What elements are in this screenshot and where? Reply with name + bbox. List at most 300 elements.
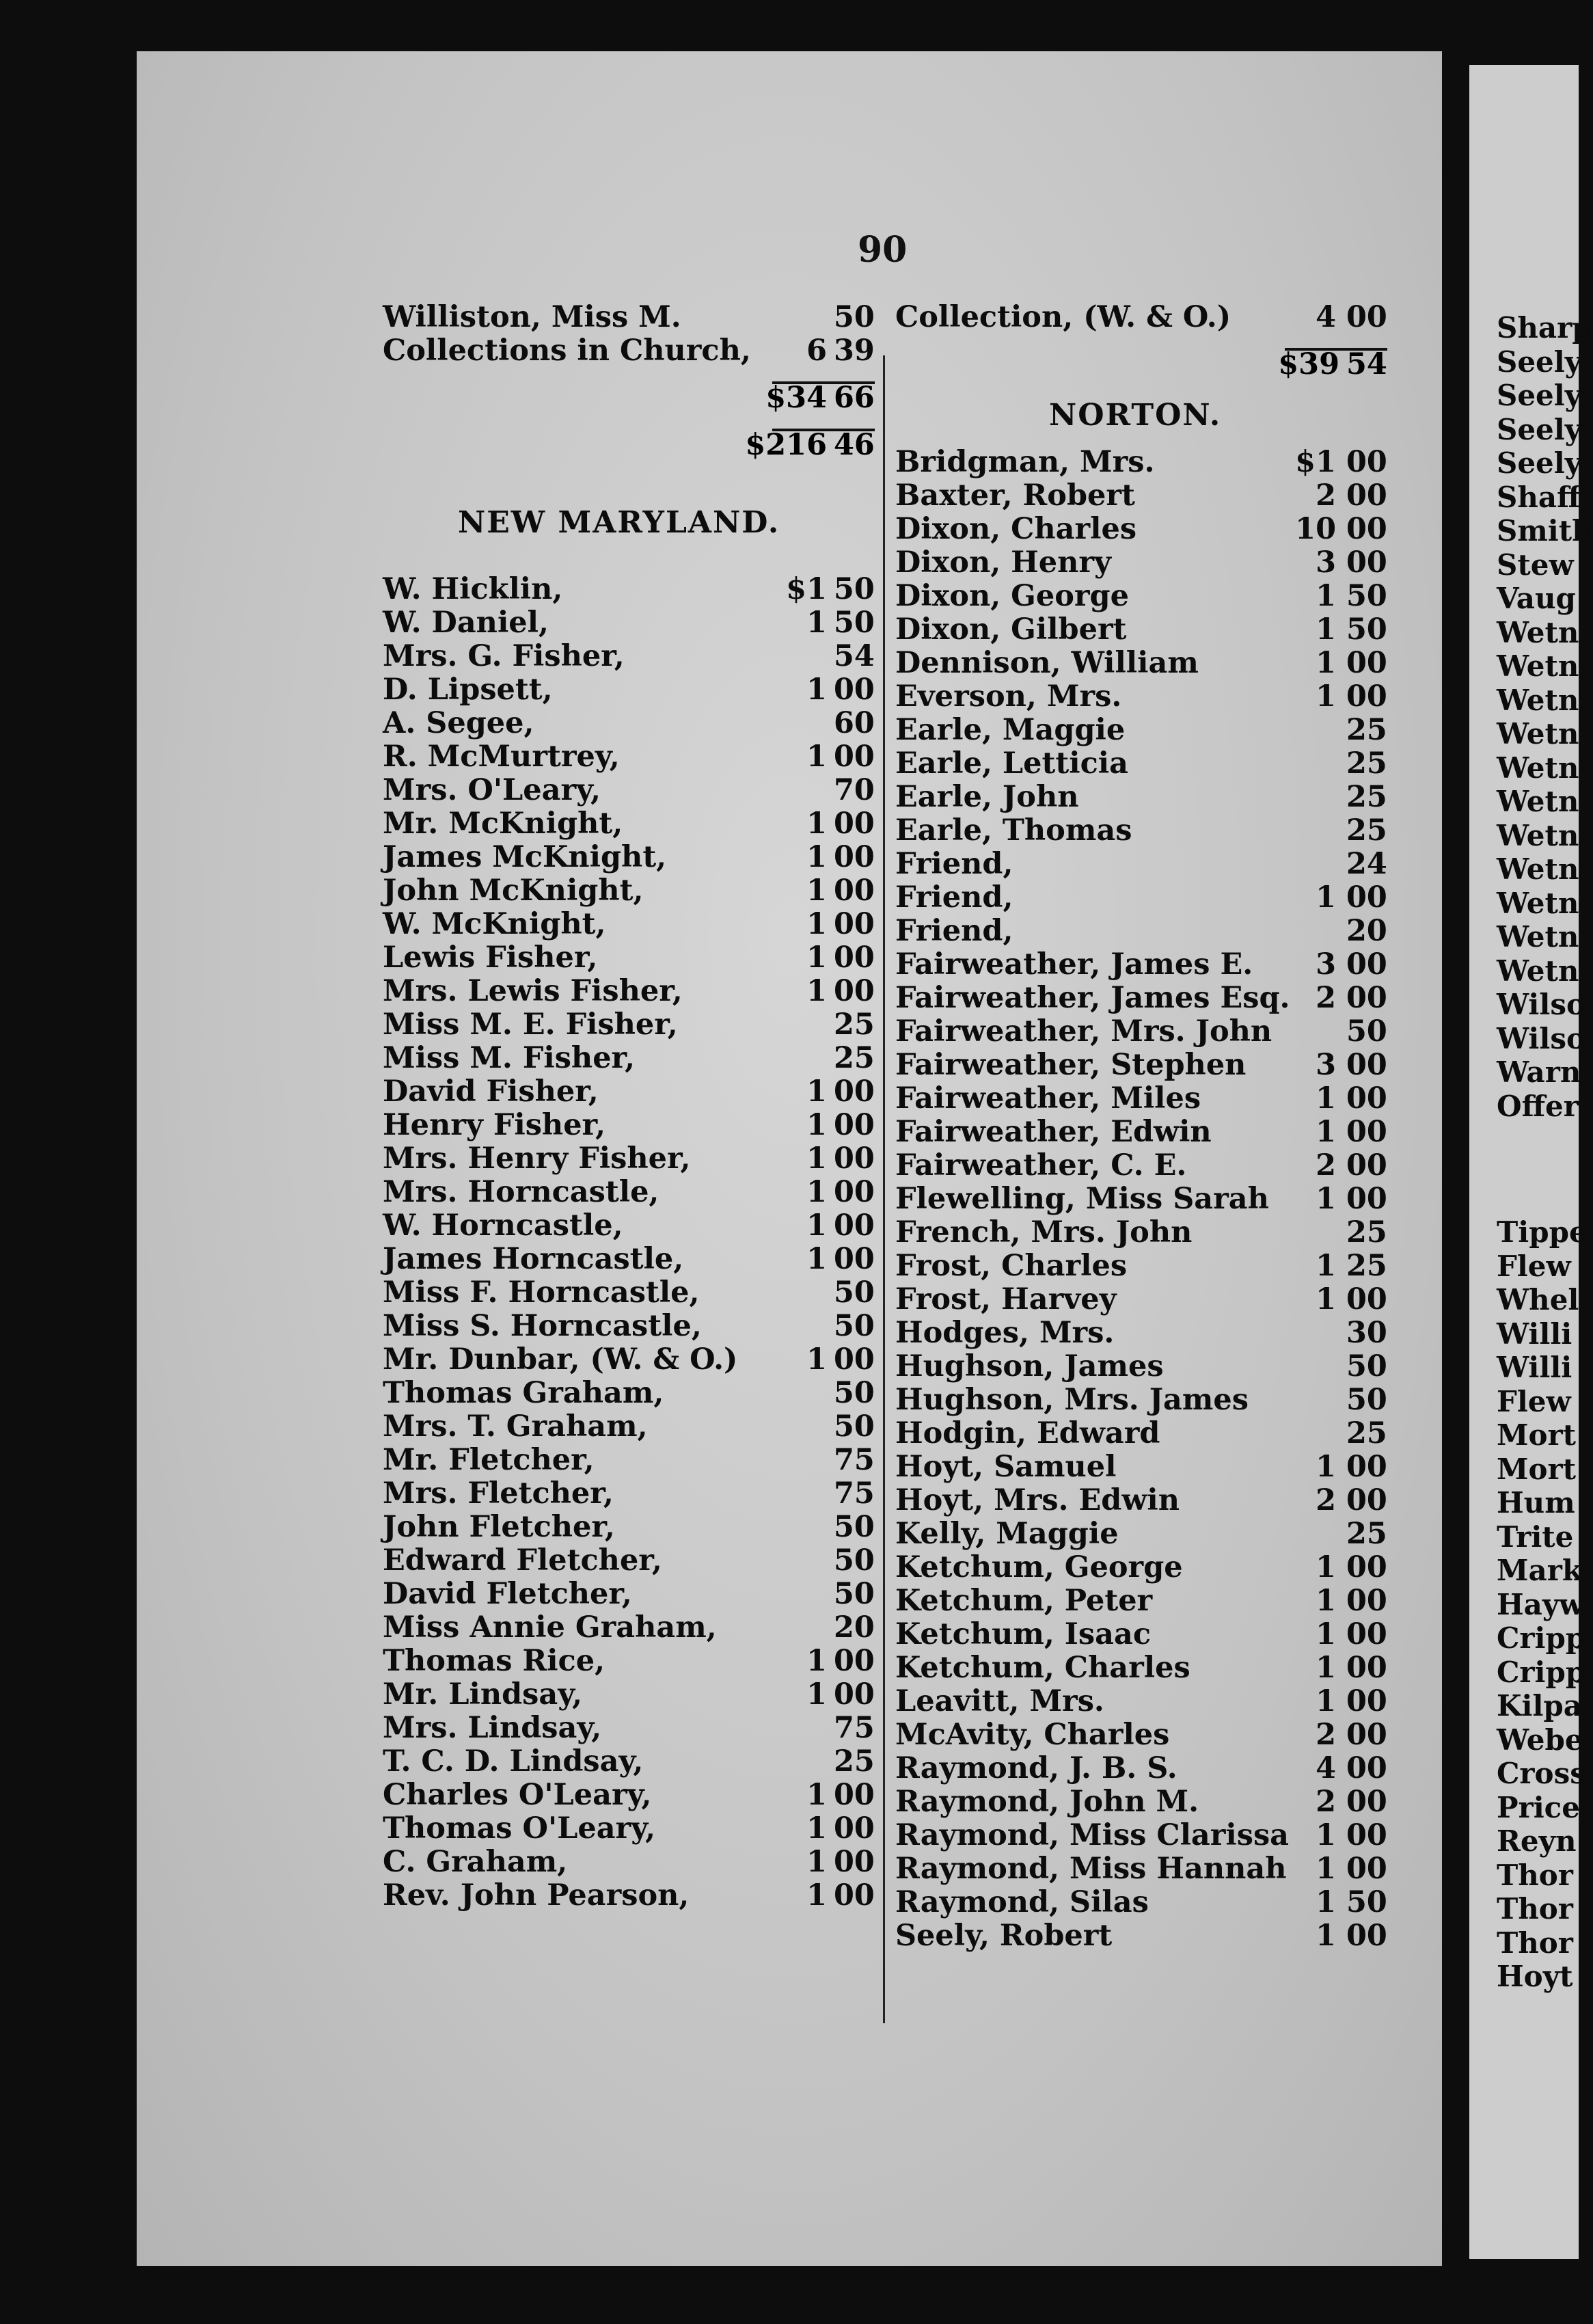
entry-dollars: 1 xyxy=(1316,579,1336,613)
strip-item: Wetn xyxy=(1497,920,1579,954)
entry-name: David Fisher, xyxy=(383,1075,599,1109)
strip-item: Willi xyxy=(1497,1351,1572,1384)
entry-cents: 30 xyxy=(1346,1316,1387,1350)
list-item xyxy=(383,1511,875,1544)
list-item xyxy=(895,781,1387,814)
strip-item: Wetn xyxy=(1497,717,1579,751)
list-item xyxy=(895,1216,1387,1249)
entry-dollars: 2 xyxy=(1316,1718,1336,1752)
entry-name: Earle, Thomas xyxy=(895,813,1132,848)
column-divider xyxy=(883,355,885,2023)
list-item xyxy=(895,1082,1387,1116)
list-item xyxy=(383,1544,875,1578)
list-item xyxy=(383,1444,875,1477)
entry-name: C. Graham, xyxy=(383,1845,568,1879)
entry-dollars: 1 xyxy=(806,1141,827,1176)
entry-dollars: 1 xyxy=(1316,1684,1336,1718)
entry-name: Fairweather, Mrs. John xyxy=(895,1014,1272,1049)
list-item xyxy=(383,1243,875,1276)
strip-item: Wetn xyxy=(1497,852,1579,886)
entry-dollars: 3 xyxy=(1316,545,1336,580)
list-item xyxy=(383,1578,875,1611)
list-item xyxy=(895,1316,1387,1350)
list-item xyxy=(383,1611,875,1645)
strip-item: Seely xyxy=(1497,446,1582,480)
list-item xyxy=(383,1276,875,1310)
page-number: 90 xyxy=(858,229,908,271)
list-item xyxy=(383,1008,875,1042)
entry-cents: 00 xyxy=(834,840,875,874)
strip-item: Reyn xyxy=(1497,1824,1577,1858)
entry-cents: 00 xyxy=(834,1141,875,1176)
entry-dollars: 1 xyxy=(806,1845,827,1879)
entry-cents: 00 xyxy=(834,807,875,841)
entry-cents: 00 xyxy=(1346,1818,1387,1852)
entry-dollars: 1 xyxy=(1316,1818,1336,1852)
entry-name: Bridgman, Mrs. xyxy=(895,445,1155,479)
entry-dollars: 1 xyxy=(806,1811,827,1846)
strip-item: Hum xyxy=(1497,1486,1575,1519)
entry-name: Fairweather, Miles xyxy=(895,1081,1201,1116)
entry-name: Fairweather, James E. xyxy=(895,947,1253,982)
strip-item: Whel xyxy=(1497,1283,1579,1316)
entry-cents: 20 xyxy=(834,1610,875,1645)
entry-cents: 00 xyxy=(1346,1617,1387,1651)
entry-name: McAvity, Charles xyxy=(895,1718,1170,1752)
entry-dollars: 1 xyxy=(1316,1617,1336,1651)
entry-dollars: 1 xyxy=(1316,1115,1336,1149)
entry-name: W. McKnight, xyxy=(383,907,606,941)
list-item xyxy=(895,1183,1387,1216)
entry-cents: 50 xyxy=(1346,1885,1387,1919)
entry-cents: 25 xyxy=(1346,1249,1387,1283)
list-item xyxy=(383,1745,875,1779)
strip-item: Trite xyxy=(1497,1519,1574,1554)
entry-name: Ketchum, Isaac xyxy=(895,1617,1152,1651)
list-item xyxy=(383,1812,875,1846)
entry-name: Mr. Lindsay, xyxy=(383,1677,583,1712)
entry-dollars: 1 xyxy=(1316,1450,1336,1484)
list-item xyxy=(895,948,1387,982)
entry-cents: 00 xyxy=(1346,1182,1387,1216)
list-item xyxy=(383,1377,875,1410)
strip-item: Vaug xyxy=(1497,582,1576,615)
list-item xyxy=(383,1410,875,1444)
entry-name: Ketchum, Charles xyxy=(895,1651,1190,1685)
entry-dollars: 1 xyxy=(1316,612,1336,647)
entry-dollars: 1 xyxy=(806,1208,827,1243)
entry-dollars: $1 xyxy=(786,572,827,606)
entry-cents: 00 xyxy=(1346,1852,1387,1886)
entry-cents: 50 xyxy=(834,1543,875,1578)
list-item xyxy=(895,1350,1387,1383)
strip-item: Wilso xyxy=(1497,1021,1585,1055)
entry-name: Fairweather, Stephen xyxy=(895,1048,1247,1082)
strip-item: Warn xyxy=(1497,1055,1581,1089)
list-item xyxy=(383,1176,875,1209)
list-item xyxy=(383,1209,875,1243)
list-item xyxy=(895,680,1387,714)
entry-cents: 00 xyxy=(1346,512,1387,546)
list-item: Collections in Church, 6 39 xyxy=(383,334,875,368)
entry-cents: 24 xyxy=(1346,847,1387,881)
list-item xyxy=(895,1417,1387,1450)
subtotal: $216 46 xyxy=(745,428,875,462)
entry-cents: 00 xyxy=(1346,1081,1387,1116)
entry-dollars: $1 xyxy=(1295,445,1336,479)
list-item xyxy=(383,1477,875,1511)
list-item xyxy=(383,1678,875,1712)
strip-item: Wetn xyxy=(1497,886,1579,920)
entry-name: Everson, Mrs. xyxy=(895,679,1122,714)
entry-dollars: 1 xyxy=(1316,1081,1336,1116)
entry-cents: 25 xyxy=(834,1744,875,1779)
entry-name: Hughson, James xyxy=(895,1349,1164,1383)
list-item xyxy=(383,1310,875,1343)
entry-name: Fairweather, C. E. xyxy=(895,1148,1187,1183)
entry-name: Friend, xyxy=(895,914,1013,948)
entry-cents: 50 xyxy=(834,1376,875,1410)
entry-name: Dennison, William xyxy=(895,646,1199,680)
list-item xyxy=(895,546,1387,580)
entry-name: Raymond, Miss Clarissa xyxy=(895,1818,1290,1852)
entry-dollars: 2 xyxy=(1316,981,1336,1015)
list-item xyxy=(895,1718,1387,1752)
entry-dollars: 1 xyxy=(1316,1182,1336,1216)
list-item xyxy=(383,1779,875,1812)
strip-item: Cripp xyxy=(1497,1655,1586,1689)
entry-cents: 00 xyxy=(834,1878,875,1913)
entry-name: James Horncastle, xyxy=(383,1242,684,1276)
entry-name: Earle, Letticia xyxy=(895,746,1128,781)
entry-cents: 00 xyxy=(1346,1550,1387,1584)
entry-name: Mrs. G. Fisher, xyxy=(383,639,625,673)
entry-name: Hughson, Mrs. James xyxy=(895,1383,1249,1417)
list-item xyxy=(383,975,875,1008)
entry-name: Dixon, Charles xyxy=(895,512,1137,546)
list-item xyxy=(895,1015,1387,1049)
entry-cents: 00 xyxy=(834,1845,875,1879)
middle-entries xyxy=(895,446,1387,1953)
entry-cents: 00 xyxy=(1346,1751,1387,1785)
entry-name: Miss S. Horncastle, xyxy=(383,1309,702,1343)
entry-cents: 50 xyxy=(1346,579,1387,613)
strip-group-1 xyxy=(1497,311,1592,1123)
list-item xyxy=(383,1879,875,1913)
entry-cents: 00 xyxy=(1346,1651,1387,1685)
entry-cents: 00 xyxy=(1346,981,1387,1015)
entry-name: Thomas Graham, xyxy=(383,1376,664,1410)
entry-dollars: 3 xyxy=(1316,947,1336,982)
list-item xyxy=(895,1283,1387,1316)
entry-dollars: 3 xyxy=(1316,1048,1336,1082)
entry-name: Miss F. Horncastle, xyxy=(383,1275,700,1310)
entry-cents: 00 xyxy=(834,1208,875,1243)
list-item xyxy=(383,1042,875,1075)
entry-name: Hoyt, Samuel xyxy=(895,1450,1117,1484)
section-heading: NEW MARYLAND. xyxy=(458,505,780,540)
entry-cents: 50 xyxy=(1346,1383,1387,1417)
list-item xyxy=(895,1785,1387,1819)
entry-name: Thomas O'Leary, xyxy=(383,1811,656,1846)
entry-name: Miss M. E. Fisher, xyxy=(383,1008,678,1042)
entry-name: Seely, Robert xyxy=(895,1919,1113,1953)
list-item xyxy=(383,1343,875,1377)
entry-cents: 00 xyxy=(1346,1483,1387,1517)
entry-cents: 25 xyxy=(1346,780,1387,814)
list-item xyxy=(895,647,1387,680)
strip-item: Seely xyxy=(1497,412,1582,446)
strip-item: Webe xyxy=(1497,1722,1583,1757)
list-item xyxy=(383,707,875,740)
list-item xyxy=(383,874,875,908)
section-heading: NORTON. xyxy=(1049,398,1222,433)
entry-dollars: 1 xyxy=(1316,1584,1336,1618)
strip-item: Wetn xyxy=(1497,751,1579,785)
entry-cents: 00 xyxy=(834,907,875,941)
list-item xyxy=(383,1712,875,1745)
entry-cents: 00 xyxy=(1346,947,1387,982)
strip-item: Thor xyxy=(1497,1892,1573,1926)
list-item xyxy=(895,1618,1387,1651)
entry-dollars: 1 xyxy=(806,1677,827,1712)
entry-cents: 00 xyxy=(834,740,875,774)
entry-cents: 50 xyxy=(834,1275,875,1310)
entry-dollars: 1 xyxy=(1316,1852,1336,1886)
list-item: Williston, Miss M. 50 xyxy=(383,300,875,334)
subtotal: $39 54 xyxy=(1278,347,1387,381)
entry-dollars: 2 xyxy=(1316,1483,1336,1517)
entry-cents: 50 xyxy=(1346,1349,1387,1383)
list-item xyxy=(383,1846,875,1879)
list-item xyxy=(895,1685,1387,1718)
strip-item: Flew xyxy=(1497,1249,1571,1283)
list-item xyxy=(383,640,875,673)
entry-name: Miss M. Fisher, xyxy=(383,1041,636,1075)
entry-cents: 00 xyxy=(1346,1282,1387,1316)
list-item xyxy=(895,1852,1387,1886)
entry-cents: 50 xyxy=(834,606,875,640)
strip-item: Cripp xyxy=(1497,1621,1586,1655)
list-item xyxy=(383,807,875,841)
entry-name: Raymond, Miss Hannah xyxy=(895,1852,1287,1886)
entry-dollars: 1 xyxy=(806,1778,827,1812)
strip-item: Smith xyxy=(1497,514,1593,548)
strip-item: Shaff xyxy=(1497,480,1581,514)
entry-name: Fairweather, James Esq. xyxy=(895,981,1290,1015)
entry-name: David Fletcher, xyxy=(383,1577,632,1611)
entry-cents: 00 xyxy=(1346,1919,1387,1953)
list-item xyxy=(895,446,1387,479)
entry-dollars: 1 xyxy=(806,1342,827,1377)
entry-name: Mrs. Henry Fisher, xyxy=(383,1141,691,1176)
entry-cents: 70 xyxy=(834,773,875,807)
entry-cents: 50 xyxy=(834,1577,875,1611)
entry-cents: 20 xyxy=(1346,914,1387,948)
entry-dollars: 1 xyxy=(806,606,827,640)
right-strip xyxy=(1497,311,1592,1994)
entry-dollars: 2 xyxy=(1316,1785,1336,1819)
entry-cents: 75 xyxy=(834,1476,875,1511)
entry-name: Friend, xyxy=(895,880,1013,915)
entry-dollars: 1 xyxy=(806,941,827,975)
entry-dollars: 1 xyxy=(1316,679,1336,714)
strip-item: Tippe xyxy=(1497,1215,1588,1249)
entry-dollars: 1 xyxy=(806,1878,827,1913)
list-item xyxy=(383,1142,875,1176)
entry-cents: 00 xyxy=(834,1075,875,1109)
strip-group-2 xyxy=(1497,1215,1592,1994)
entry-name: W. Hicklin, xyxy=(383,572,563,606)
entry-name: Mrs. Lewis Fisher, xyxy=(383,974,683,1008)
entry-cents: 75 xyxy=(834,1711,875,1745)
entry-dollars: 10 xyxy=(1295,512,1336,546)
list-item xyxy=(895,613,1387,647)
entry-name: Mrs. Lindsay, xyxy=(383,1711,602,1745)
entry-name: Mrs. Horncastle, xyxy=(383,1175,659,1209)
strip-item: Offer xyxy=(1497,1089,1579,1123)
list-item xyxy=(895,714,1387,747)
entry-cents: 00 xyxy=(834,1677,875,1712)
entry-cents: 50 xyxy=(834,1510,875,1544)
entry-name: Dixon, Henry xyxy=(895,545,1112,580)
entry-cents: 00 xyxy=(1346,1048,1387,1082)
list-item: Collection, (W. & O.) 4 00 xyxy=(895,300,1387,334)
strip-item: Hayw xyxy=(1497,1587,1584,1621)
entry-dollars: 1 xyxy=(806,673,827,707)
list-item xyxy=(895,1919,1387,1953)
strip-item: Thor xyxy=(1497,1926,1573,1960)
entry-name: Kelly, Maggie xyxy=(895,1517,1119,1551)
entry-cents: 00 xyxy=(1346,679,1387,714)
strip-item: Mort xyxy=(1497,1452,1577,1486)
list-item xyxy=(383,774,875,807)
entry-name: James McKnight, xyxy=(383,840,667,874)
entry-name: Frost, Harvey xyxy=(895,1282,1117,1316)
list-item xyxy=(895,915,1387,948)
entry-name: Henry Fisher, xyxy=(383,1108,606,1142)
entry-cents: 00 xyxy=(834,1342,875,1377)
list-item xyxy=(383,941,875,975)
entry-cents: 50 xyxy=(1346,1014,1387,1049)
entry-name: Flewelling, Miss Sarah xyxy=(895,1182,1269,1216)
entry-cents: 00 xyxy=(1346,880,1387,915)
entry-name: Lewis Fisher, xyxy=(383,941,598,975)
entry-cents: 25 xyxy=(1346,713,1387,747)
strip-item: Wilso xyxy=(1497,988,1585,1021)
entry-cents: 25 xyxy=(1346,813,1387,848)
entry-cents: 00 xyxy=(834,974,875,1008)
entry-dollars: 1 xyxy=(1316,646,1336,680)
entry-name: Charles O'Leary, xyxy=(383,1778,652,1812)
list-item xyxy=(895,1116,1387,1149)
entry-name: R. McMurtrey, xyxy=(383,740,620,774)
strip-item: Wetn xyxy=(1497,954,1579,988)
entry-cents: 50 xyxy=(834,572,875,606)
entry-cents: 75 xyxy=(834,1443,875,1477)
list-item xyxy=(895,1752,1387,1785)
strip-item: Mark xyxy=(1497,1554,1582,1587)
list-item xyxy=(895,747,1387,781)
list-item xyxy=(383,573,875,606)
list-item xyxy=(895,1819,1387,1852)
entry-cents: 60 xyxy=(834,706,875,740)
entry-cents: 00 xyxy=(834,1242,875,1276)
entry-cents: 50 xyxy=(1346,612,1387,647)
entry-dollars: 1 xyxy=(1316,1282,1336,1316)
entry-dollars: 1 xyxy=(806,1175,827,1209)
entry-name: Earle, Maggie xyxy=(895,713,1126,747)
entry-dollars: 1 xyxy=(806,874,827,908)
entry-name: John McKnight, xyxy=(383,874,644,908)
entry-name: A. Segee, xyxy=(383,706,534,740)
entry-name: W. Horncastle, xyxy=(383,1208,623,1243)
entry-name: T. C. D. Lindsay, xyxy=(383,1744,644,1779)
entry-dollars: 1 xyxy=(1316,1885,1336,1919)
list-item xyxy=(895,1584,1387,1618)
list-item xyxy=(895,513,1387,546)
entry-dollars: 1 xyxy=(806,1644,827,1678)
entry-dollars: 1 xyxy=(806,1108,827,1142)
entry-name: Fairweather, Edwin xyxy=(895,1115,1212,1149)
strip-item: Cross xyxy=(1497,1757,1586,1790)
entry-cents: 25 xyxy=(1346,1215,1387,1249)
entry-dollars: 1 xyxy=(1316,1249,1336,1283)
entry-dollars: 1 xyxy=(806,1075,827,1109)
list-item xyxy=(895,814,1387,848)
middle-column xyxy=(895,301,1387,1953)
entry-dollars: 1 xyxy=(1316,1919,1336,1953)
entry-cents: 00 xyxy=(834,1811,875,1846)
entry-cents: 25 xyxy=(834,1008,875,1042)
list-item xyxy=(383,1075,875,1109)
list-item xyxy=(895,848,1387,881)
strip-item: Willi xyxy=(1497,1316,1572,1351)
entry-name: Mr. Dunbar, (W. & O.) xyxy=(383,1342,738,1377)
entry-name: Hodges, Mrs. xyxy=(895,1316,1115,1350)
entry-name: Frost, Charles xyxy=(895,1249,1128,1283)
entry-cents: 00 xyxy=(1346,1718,1387,1752)
entry-name: Mrs. Fletcher, xyxy=(383,1476,614,1511)
entry-name: Leavitt, Mrs. xyxy=(895,1684,1104,1718)
entry-name: Baxter, Robert xyxy=(895,478,1135,513)
list-item xyxy=(895,1517,1387,1551)
entry-name: W. Daniel, xyxy=(383,606,549,640)
list-item xyxy=(383,841,875,874)
list-item xyxy=(383,606,875,640)
entry-cents: 00 xyxy=(1346,646,1387,680)
entry-name: Miss Annie Graham, xyxy=(383,1610,717,1645)
entry-cents: 00 xyxy=(1346,1684,1387,1718)
list-item xyxy=(895,982,1387,1015)
entry-name: Mr. McKnight, xyxy=(383,807,623,841)
entry-name: Mrs. O'Leary, xyxy=(383,773,601,807)
list-item xyxy=(383,908,875,941)
entry-cents: 00 xyxy=(834,874,875,908)
entry-cents: 00 xyxy=(1346,545,1387,580)
entry-name: Thomas Rice, xyxy=(383,1644,605,1678)
strip-item: Seely xyxy=(1497,379,1582,412)
strip-item: Sharp xyxy=(1497,311,1592,344)
entry-dollars: 4 xyxy=(1316,1751,1336,1785)
strip-item: Mort xyxy=(1497,1418,1577,1452)
list-item xyxy=(383,673,875,707)
entry-name: French, Mrs. John xyxy=(895,1215,1193,1249)
entry-cents: 54 xyxy=(834,639,875,673)
entry-cents: 25 xyxy=(834,1041,875,1075)
entry-cents: 00 xyxy=(1346,1450,1387,1484)
entry-dollars: 1 xyxy=(806,740,827,774)
